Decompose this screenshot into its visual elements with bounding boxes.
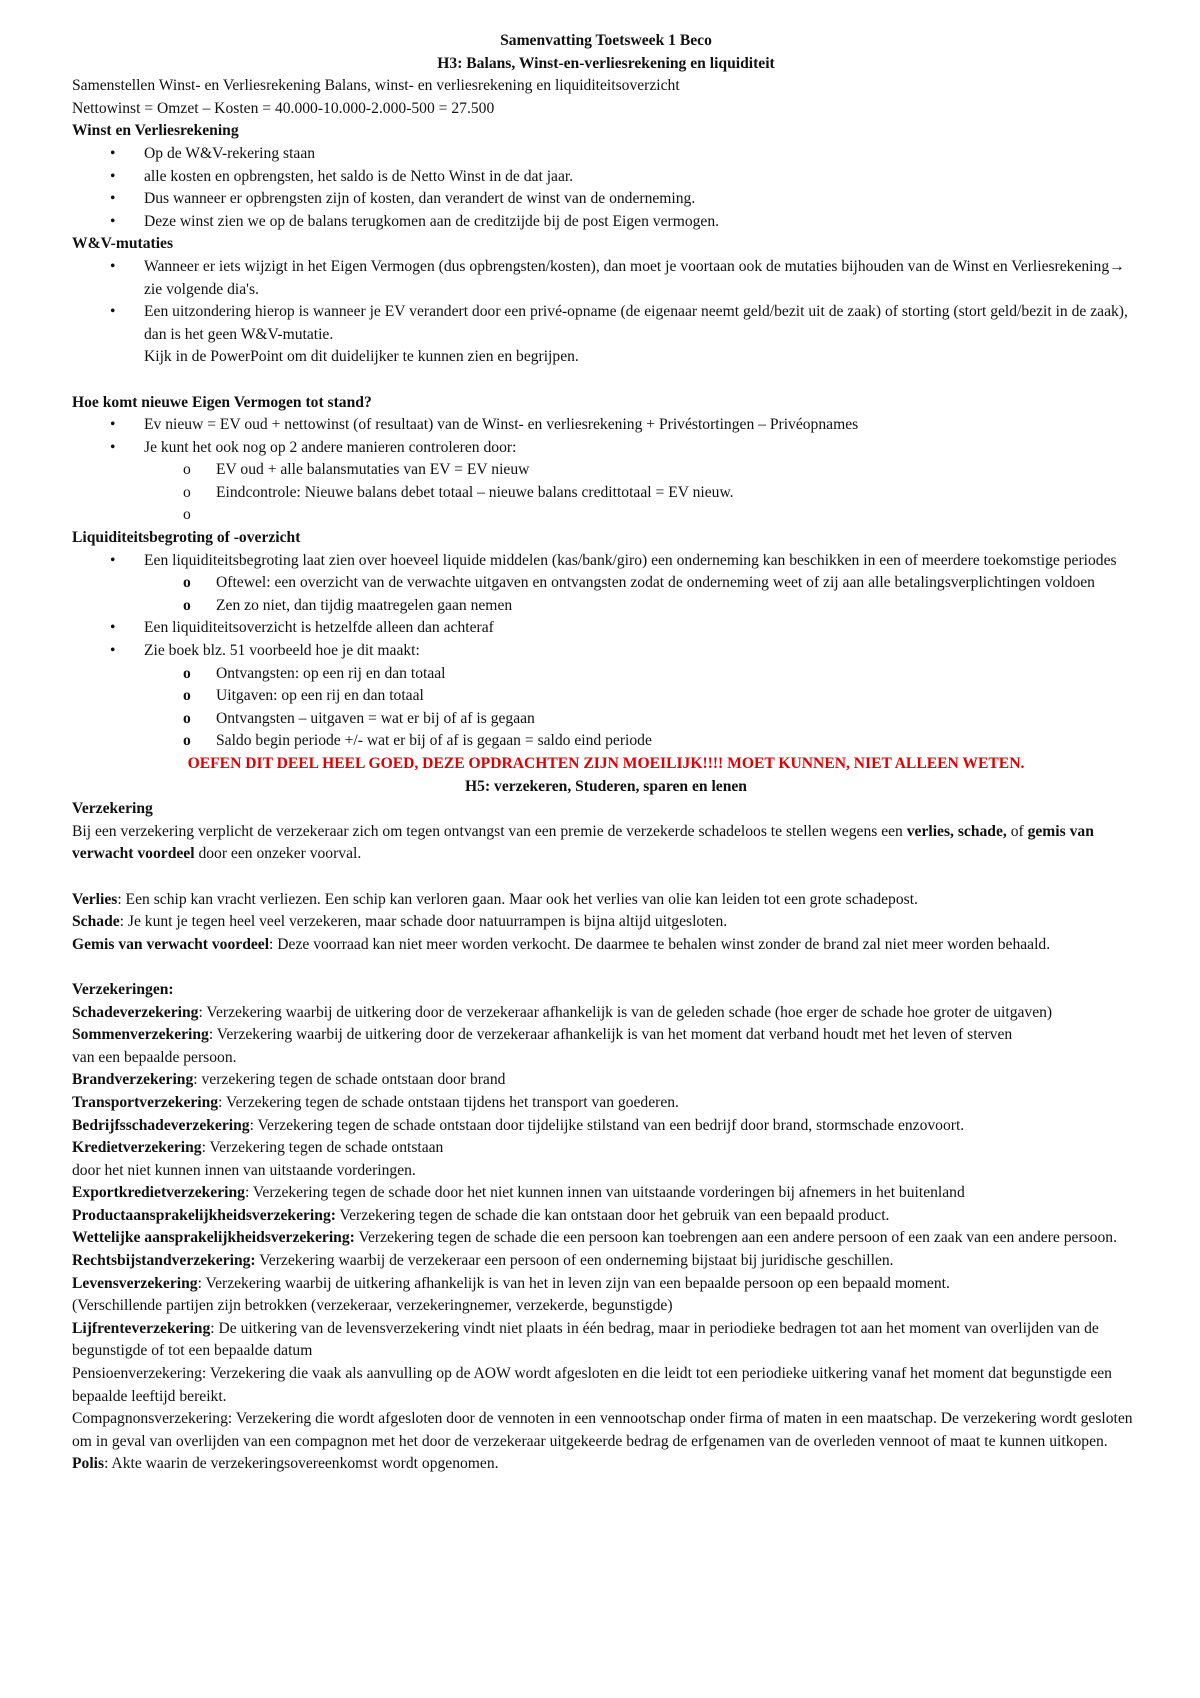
sub-list: [144, 663, 1140, 753]
term-text: : De uitkering van de levensverzekering vindt niet plaats in één bedrag, maar in periodieke bedragen tot aan het moment van overlijden van de begunstigde of tot een bepaalde datum: [72, 1319, 1099, 1360]
term: Bedrijfsschadeverzekering: [72, 1116, 250, 1134]
bullet-list: [72, 256, 1140, 346]
sub-list-item-empty: [72, 504, 1140, 527]
term-line: [72, 1318, 1140, 1363]
definition-verzekering: [72, 821, 1140, 866]
heading-verzekering: Verzekering: [72, 800, 153, 818]
term-text: : Een schip kan vracht verliezen. Een schip kan verloren gaan. Maar ook het verlies van olie kan leiden tot een grote schadepost.: [117, 890, 918, 908]
sub-list-item: o Oftewel: een overzicht van de verwachte uitgaven en ontvangsten zodat de onderneming weet of zij aan alle betalingsverplichtingen voldoen: [72, 572, 1140, 595]
warning-text: OEFEN DIT DEEL HEEL GOED, DEZE OPDRACHTEN ZIJN MOEILIJK!!!! MOET KUNNEN, NIET ALLEEN WETEN.: [187, 755, 1025, 772]
definition-text: of: [1006, 822, 1028, 840]
term-line: [72, 1024, 1140, 1047]
sub-list-item: o EV oud + alle balansmutaties van EV = EV nieuw: [72, 459, 1140, 482]
definition-bold: gemis van verwacht voordeel: [72, 822, 1094, 863]
sub-list-item: o Uitgaven: op een rij en dan totaal: [72, 685, 1140, 708]
term-text: : Verzekering waarbij de uitkering door de verzekeraar afhankelijk is van de geleden schade (hoe erger de schade hoe groter de uitgaven): [198, 1003, 1053, 1021]
list-item-text: Je kunt het ook nog op 2 andere manieren controleren door:: [144, 438, 517, 456]
definition-text: door een onzeker voorval.: [194, 845, 362, 863]
list-item: • alle kosten en opbrengsten, het saldo is de Netto Winst in de dat jaar.: [72, 166, 1140, 189]
term-text: : Verzekering waarbij de uitkering afhankelijk is van het in leven zijn van een bepaalde persoon op een bepaald moment.: [197, 1274, 950, 1292]
heading-winst-verliesrekening: Winst en Verliesrekening: [72, 122, 239, 140]
bullet-list: [72, 143, 1140, 233]
term-text: Verzekering tegen de schade die een persoon kan toebrengen aan een andere persoon of een zaak van een andere persoon.: [354, 1229, 1117, 1247]
sub-list-item: o Saldo begin periode +/- wat er bij of af is gegaan = saldo eind periode: [72, 730, 1140, 753]
term-line: [72, 1115, 1140, 1138]
term: Exportkredietverzekering: [72, 1184, 245, 1202]
term: Lijfrenteverzekering: [72, 1319, 211, 1337]
term: Levensverzekering: [72, 1274, 198, 1292]
term-text: : Verzekering tegen de schade door het niet kunnen innen van uitstaande vorderingen bij afnemers in het buitenland: [244, 1184, 965, 1202]
sub-list: [144, 572, 1140, 617]
term-line-continued: (Verschillende partijen zijn betrokken (verzekeraar, verzekeringnemer, verzekerde, begunstigde): [72, 1297, 673, 1315]
term-line: [72, 1250, 1140, 1273]
term-text: Verzekering tegen de schade die kan ontstaan door het gebruik van een bepaald product.: [335, 1206, 890, 1224]
term: Polis: [72, 1455, 105, 1473]
section-title-h5: H5: verzekeren, Studeren, sparen en lenen: [465, 777, 747, 795]
term-text: : Je kunt je tegen heel veel verzekeren, maar schade door natuurrampen is bijna altijd uitgesloten.: [119, 913, 728, 931]
list-item: • Ev nieuw = EV oud + nettowinst (of resultaat) van de Winst- en verliesrekening + Privéstortingen – Privéopnames: [72, 414, 1140, 437]
list-item: • Een liquiditeitsoverzicht is hetzelfde alleen dan achteraf: [72, 617, 1140, 640]
heading-verzekeringen: Verzekeringen:: [72, 980, 174, 998]
term-line: Compagnonsverzekering: Verzekering die wordt afgesloten door de vennoten in een vennootschap onder firma of maten in een maatschap. De verzekering wordt gesloten om in geval van overlijden van een compagnon met het door de verzekeraar uitgekeerde bedrag de erfgenamen van de overleden vennoot of maat te kunnen uitkopen.: [72, 1410, 1133, 1450]
list-item: [72, 437, 1140, 527]
term-line: Pensioenverzekering: Verzekering die vaak als aanvulling op de AOW wordt afgesloten en die leidt tot een periodieke uitkering vanaf het moment dat begunstigde een bepaalde leeftijd bereikt.: [72, 1365, 1112, 1405]
term-line: [72, 1273, 1140, 1296]
heading-wv-mutaties: W&V-mutaties: [72, 235, 174, 253]
term-line-continued: van een bepaalde persoon.: [72, 1048, 237, 1066]
term-line: [72, 1227, 1140, 1250]
section-title-h3: H3: Balans, Winst-en-verliesrekening en liquiditeit: [437, 54, 775, 72]
term-text: Verzekering waarbij de verzekeraar een persoon of een onderneming bijstaat bij juridische geschillen.: [255, 1252, 894, 1270]
intro-line: Samenstellen Winst- en Verliesrekening Balans, winst- en verliesrekening en liquiditeitsoverzicht: [72, 77, 680, 95]
term-line: [72, 1137, 1140, 1160]
term-text: : Verzekering tegen de schade ontstaan door tijdelijke stilstand van een bedrijf door brand, stormschade enzovoort.: [249, 1116, 965, 1134]
term-line: [72, 889, 1140, 912]
heading-liquiditeit: Liquiditeitsbegroting of -overzicht: [72, 529, 301, 547]
term-line: [72, 1205, 1140, 1228]
definition-text: Bij een verzekering verplicht de verzekeraar zich om tegen ontvangst van een premie de verzekerde schadeloos te stellen wegens een: [72, 822, 907, 840]
term: Brandverzekering: [72, 1071, 194, 1089]
term-line: [72, 911, 1140, 934]
term: Verlies: [72, 890, 118, 908]
term-text: : verzekering tegen de schade ontstaan door brand: [193, 1071, 506, 1089]
list-item-text: Een liquiditeitsbegroting laat zien over hoeveel liquide middelen (kas/bank/giro) een onderneming kan beschikken in een of meerdere toekomstige periodes: [144, 551, 1117, 569]
bullet-list: [72, 414, 1140, 527]
sub-list-item: o Zen zo niet, dan tijdig maatregelen gaan nemen: [72, 595, 1140, 618]
term-line: [72, 934, 1140, 957]
list-item: • Dus wanneer er opbrengsten zijn of kosten, dan verandert de winst van de onderneming.: [72, 188, 1140, 211]
term-text: : Verzekering tegen de schade ontstaan tijdens het transport van goederen.: [218, 1093, 679, 1111]
term-line: [72, 1453, 1140, 1476]
term-text: : Akte waarin de verzekeringsovereenkomst wordt opgenomen.: [104, 1455, 499, 1473]
term: Productaansprakelijkheidsverzekering:: [72, 1206, 336, 1224]
sub-list-item: o Ontvangsten: op een rij en dan totaal: [72, 663, 1140, 686]
term-line-continued: door het niet kunnen innen van uitstaande vorderingen.: [72, 1161, 416, 1179]
bullet-list: [72, 550, 1140, 753]
term-text: : Verzekering tegen de schade ontstaan: [201, 1139, 444, 1157]
list-item: • Een uitzondering hierop is wanneer je EV verandert door een privé-opname (de eigenaar neemt geld/bezit uit de zaak) of storting (stort geld/bezit in de zaak), dan is het geen W&V-mutatie.: [72, 301, 1140, 346]
term: Schadeverzekering: [72, 1003, 199, 1021]
note-powerpoint: Kijk in de PowerPoint om dit duidelijker te kunnen zien en begrijpen.: [144, 348, 579, 366]
list-item: • Deze winst zien we op de balans terugkomen aan de creditzijde bij de post Eigen vermogen.: [72, 211, 1140, 234]
list-item: • Op de W&V-rekering staan: [72, 143, 1140, 166]
spacer: [72, 866, 1140, 889]
term: Schade: [72, 913, 120, 931]
spacer: [72, 369, 1140, 392]
term: Wettelijke aansprakelijkheidsverzekering:: [72, 1229, 355, 1247]
term-line: [72, 1182, 1140, 1205]
sub-list-item: o Eindcontrole: Nieuwe balans debet totaal – nieuwe balans credittotaal = EV nieuw.: [72, 482, 1140, 505]
list-item: [72, 550, 1140, 618]
term: Kredietverzekering: [72, 1139, 202, 1157]
sub-list: [144, 459, 1140, 527]
list-item: • Wanneer er iets wijzigt in het Eigen Vermogen (dus opbrengsten/kosten), dan moet je voortaan ook de mutaties bijhouden van de Winst en Verliesrekening→ zie volgende dia's.: [72, 256, 1140, 301]
spacer: [72, 956, 1140, 979]
term-line: [72, 1092, 1140, 1115]
term-line: [72, 1002, 1140, 1025]
term: Rechtsbijstandverzekering:: [72, 1252, 256, 1270]
heading-eigen-vermogen: Hoe komt nieuwe Eigen Vermogen tot stand?: [72, 393, 372, 411]
term-line: [72, 1069, 1140, 1092]
definition-bold: verlies, schade,: [906, 822, 1007, 840]
term-text: : Deze voorraad kan niet meer worden verkocht. De daarmee te behalen winst zonder de brand zal niet meer worden behaald.: [269, 935, 1051, 953]
sub-list-item: o Ontvangsten – uitgaven = wat er bij of af is gegaan: [72, 708, 1140, 731]
term: Transportverzekering: [72, 1093, 219, 1111]
term: Sommenverzekering: [72, 1026, 209, 1044]
document-title: Samenvatting Toetsweek 1 Beco: [500, 32, 712, 49]
list-item: [72, 640, 1140, 753]
term: Gemis van verwacht voordeel: [72, 935, 270, 953]
intro-line: Nettowinst = Omzet – Kosten = 40.000-10.000-2.000-500 = 27.500: [72, 99, 495, 117]
term-text: : Verzekering waarbij de uitkering door de verzekeraar afhankelijk is van het moment dat verband houdt met het leven of sterven: [208, 1026, 1013, 1044]
list-item-text: Zie boek blz. 51 voorbeeld hoe je dit maakt:: [144, 642, 420, 660]
